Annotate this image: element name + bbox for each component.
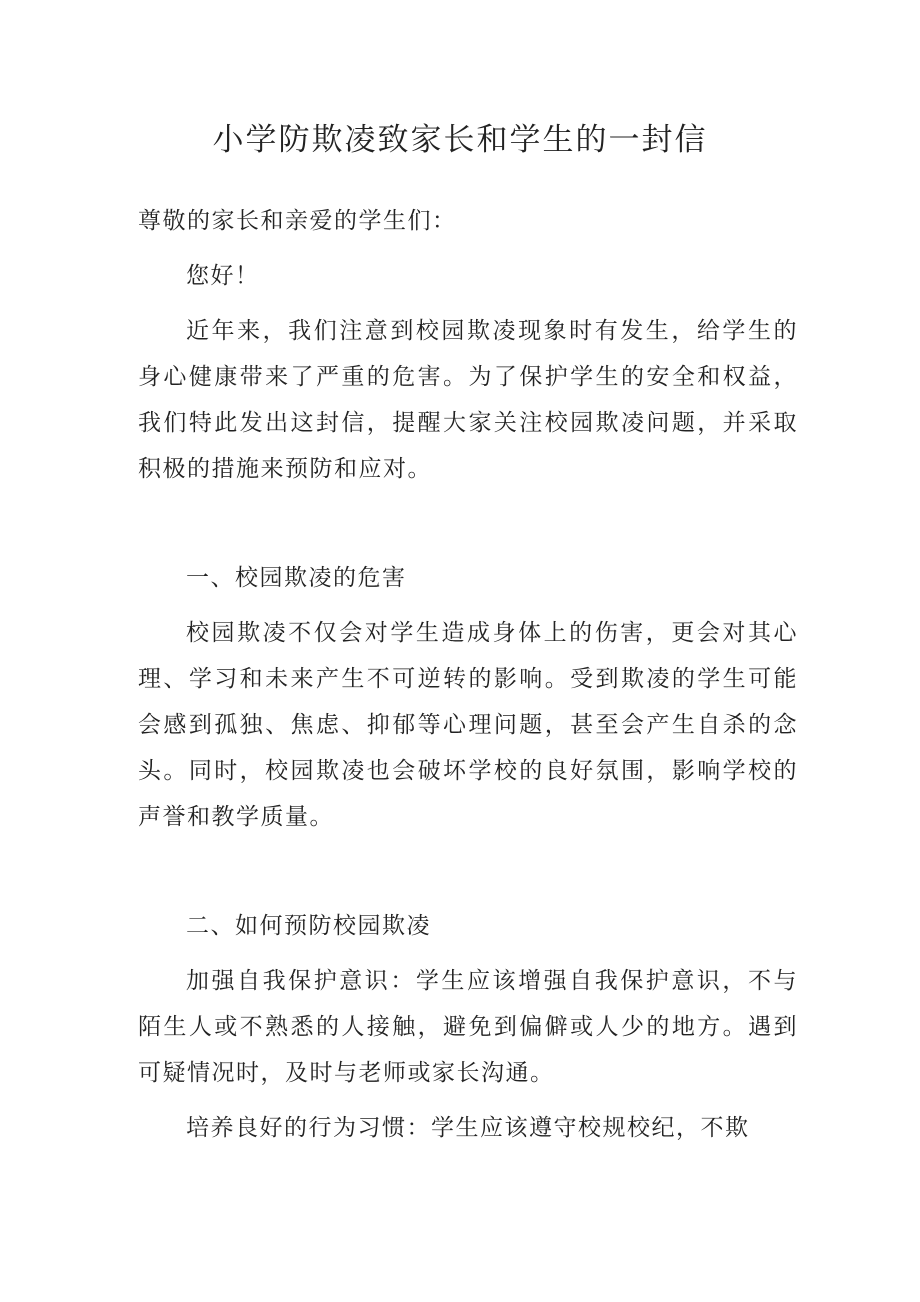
section-paragraph-self-protection: 加强自我保护意识：学生应该增强自我保护意识，不与陌生人或不熟悉的人接触，避免到偏僻或人少的地方。遇到可疑情况时，及时与老师或家长沟通。 [138,968,798,1086]
document-title: 小学防欺凌致家长和学生的一封信 [212,122,708,158]
intro-paragraph: 近年来，我们注意到校园欺凌现象时有发生，给学生的身心健康带来了严重的危害。为了保护学生的安全和权益，我们特此发出这封信，提醒大家关注校园欺凌问题，并采取积极的措施来预防和应对。 [138,318,798,482]
section-heading-harm: 一、校园欺凌的危害 [186,565,407,591]
section-paragraph-harm: 校园欺凌不仅会对学生造成身体上的伤害，更会对其心理、学习和未来产生不可逆转的影响。受到欺凌的学生可能会感到孤独、焦虑、抑郁等心理问题，甚至会产生自杀的念头。同时，校园欺凌也会破坏学校的良好氛围，影响学校的声誉和教学质量。 [138,620,798,830]
salutation: 尊敬的家长和亲爱的学生们： [138,208,457,234]
section-paragraph-behavior: 培养良好的行为习惯：学生应该遵守校规校纪，不欺 [186,1115,750,1141]
section-heading-prevention: 二、如何预防校园欺凌 [186,913,431,939]
greeting: 您好！ [186,263,260,289]
